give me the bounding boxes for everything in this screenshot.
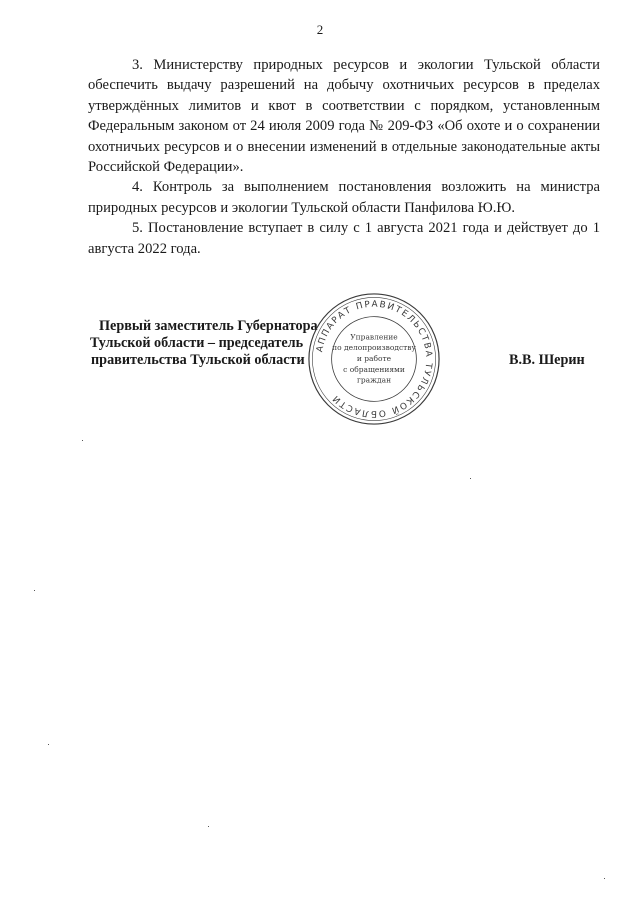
stamp-center-line: и работе [356,353,392,363]
document-body [88,55,600,259]
paragraph-3: 3. Министерству природных ресурсов и экологии Тульской области обеспечить выдачу разрешений на добычу охотничьих ресурсов в пределах утверждённых лимитов и квот в соответствии с порядком, установленным Федеральным законом от 24 июля 2009 года № 209-ФЗ «Об охоте и о сохранении охотничьих ресурсов и о внесении изменений в отдельные законодательные акты Российской Федерации». [88,57,600,176]
scan-speck [208,826,209,827]
stamp-ring-text: АППАРАТ ПРАВИТЕЛЬСТВА ТУЛЬСКОЙ ОБЛАСТИ [315,299,434,419]
signatory-name: В.В. Шерин [509,352,585,368]
scan-speck [34,590,35,591]
stamp-center-line: по делопроизводству [332,343,416,353]
scan-speck [604,878,605,879]
signatory-title-line: Первый заместитель Губернатора [99,318,318,334]
official-seal-stamp [305,290,443,428]
paragraph-5: 5. Постановление вступает в силу с 1 августа 2021 года и действует до 1 августа 2022 года. [88,220,600,257]
page-number: 2 [316,22,324,37]
scan-speck [82,440,83,441]
scan-speck [470,478,471,479]
stamp-center-line: граждан [356,375,392,385]
stamp-center-line: Управление [350,332,398,342]
signatory-title-line: Тульской области – председатель [90,335,304,351]
scan-speck [48,744,49,745]
stamp-center-line: с обращениями [343,364,405,374]
paragraph-4: 4. Контроль за выполнением постановления возложить на министра природных ресурсов и экологии Тульской области Панфилова Ю.Ю. [88,179,600,216]
stamp-center-text [332,332,416,384]
signatory-title-line: правительства Тульской области [91,352,305,368]
